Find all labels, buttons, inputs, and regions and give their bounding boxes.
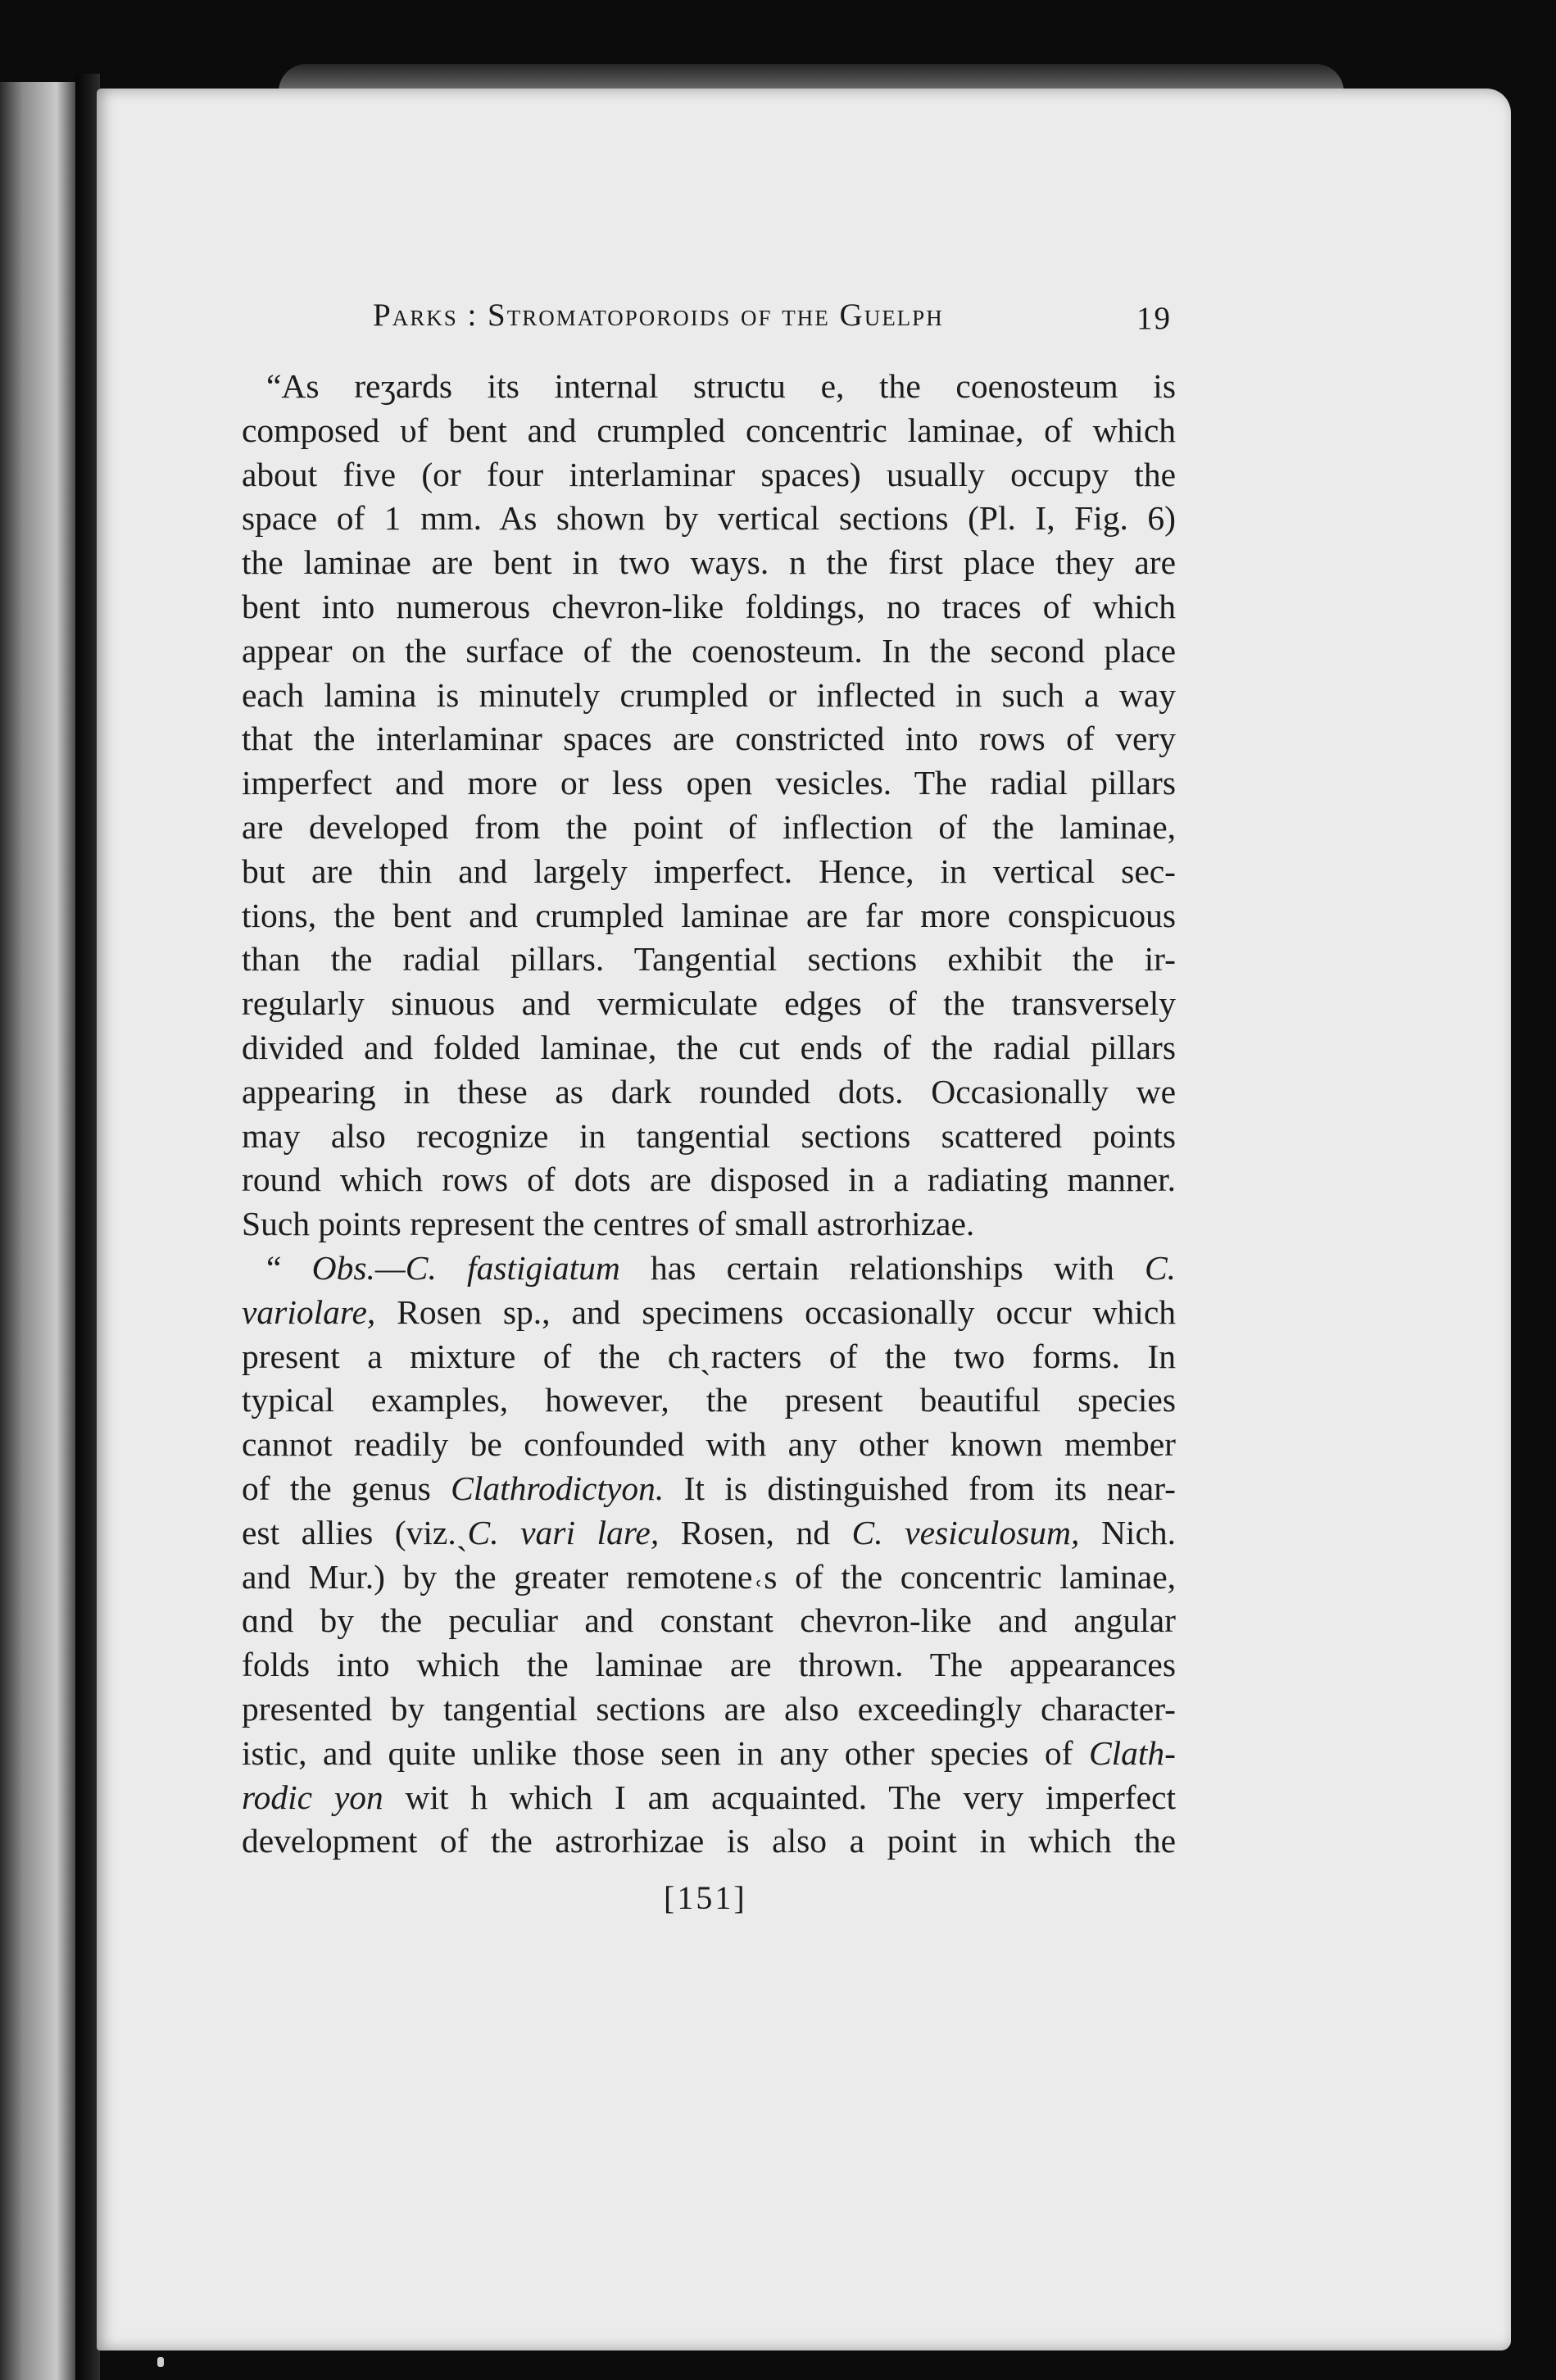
text-run: has certain relationships with	[619, 1248, 1145, 1287]
text-line: “As reʒards its internal structu e, the coenosteum is	[266, 367, 1176, 405]
paragraph-observations	[242, 1247, 1176, 1864]
text-line: each lamina is minutely crumpled or inflected in such a way	[242, 675, 1176, 714]
text-run: Rosen sp., and specimens occasionally occur which	[375, 1292, 1176, 1331]
text-line: development of the astrorhizae is also a point in which the	[242, 1822, 1176, 1860]
italic-run: rodic yon	[242, 1778, 383, 1816]
text-run: “	[266, 1248, 312, 1287]
text-line: cannot readily be confounded with any other known member	[242, 1425, 1176, 1464]
text-line: imperfect and more or less open vesicles. The radial pillars	[242, 764, 1176, 802]
text-line: presented by tangential sections are also exceedingly character-	[242, 1689, 1176, 1728]
text-run: It is distinguished from its near-	[664, 1469, 1176, 1507]
text-line: ɑnd by the peculiar and constant chevron-like and angular	[242, 1601, 1176, 1640]
text-line: divided and folded laminae, the cut ends of the radial pillars	[242, 1028, 1176, 1066]
text-line: bent into numerous chevron-like foldings, no traces of which	[242, 587, 1176, 625]
italic-run: Clathrodictyon.	[451, 1469, 665, 1507]
text-line: tions, the bent and crumpled laminae are far more conspicuous	[242, 896, 1176, 934]
text-line: regularly sinuous and vermiculate edges of the transversely	[242, 984, 1176, 1023]
scan-speck	[157, 2357, 164, 2367]
text-line	[242, 1247, 1176, 1291]
folio-number: 19	[1136, 301, 1172, 336]
italic-run: C. vari lare,	[467, 1513, 660, 1551]
text-run: Nich.	[1079, 1513, 1176, 1551]
text-line: typical examples, however, the present beautiful species	[242, 1381, 1176, 1419]
italic-run: Clath-	[1088, 1733, 1176, 1772]
page-top-shadow	[279, 64, 1344, 92]
page-number: [151]	[664, 1879, 747, 1916]
italic-run: Obs.—C. fastigiatum	[311, 1248, 620, 1287]
text-line: Such points represent the centres of small astrorhizae.	[242, 1205, 975, 1243]
running-head	[373, 297, 1172, 346]
text-line	[242, 1291, 1176, 1335]
text-line: the laminae are bent in two ways. n the first place they are	[242, 543, 1176, 582]
text-line: composed υf bent and crumpled concentric laminae, of which	[242, 411, 1176, 449]
text-line: round which rows of dots are disposed in a radiating manner.	[242, 1160, 1176, 1199]
text-run: Rosen, nd	[659, 1513, 852, 1551]
text-line: may also recognize in tangential sections scattered points	[242, 1116, 1176, 1155]
text-line: space of 1 mm. As shown by vertical sections (Pl. I, Fig. 6)	[242, 499, 1176, 538]
text-run: wit h which I am acquainted. The very imperfect	[383, 1778, 1176, 1816]
text-line	[242, 1732, 1176, 1776]
text-line: appear on the surface of the coenosteum. In the second place	[242, 631, 1176, 670]
text-line: but are thin and largely imperfect. Hence, in vertical sec-	[242, 852, 1176, 890]
italic-run: variolare,	[242, 1292, 376, 1331]
text-line: than the radial pillars. Tangential sections exhibit the ir-	[242, 940, 1176, 979]
text-line: present a mixture of the chˏracters of the two forms. In	[242, 1337, 1176, 1375]
running-head-title: Parks : Stromatoporoids of the Guelph	[373, 298, 944, 333]
text-line	[242, 1467, 1176, 1511]
text-line	[242, 1511, 1176, 1556]
text-line: appearing in these as dark rounded dots. Occasionally we	[242, 1072, 1176, 1111]
text-run: of the genus	[242, 1469, 451, 1507]
text-line: and Mur.) by the greater remotene˓s of the concentric laminae,	[242, 1557, 1176, 1596]
text-line	[242, 1776, 1176, 1820]
italic-run: C.	[1144, 1248, 1176, 1287]
text-run: istic, and quite unlike those seen in any other species of	[242, 1733, 1089, 1772]
text-line: are developed from the point of inflection of the laminae,	[242, 807, 1176, 846]
text-line: that the interlaminar spaces are constricted into rows of very	[242, 720, 1176, 758]
text-run: est allies (viz.ˎ	[242, 1513, 468, 1551]
body-text	[242, 365, 1176, 1864]
previous-page-edge	[0, 82, 75, 2380]
text-line: about five (or four interlaminar spaces) usually occupy the	[242, 455, 1176, 493]
italic-run: C. vesiculosum,	[851, 1513, 1080, 1551]
paragraph-structure	[242, 365, 1176, 1247]
text-line: folds into which the laminae are thrown. The appearances	[242, 1646, 1176, 1684]
